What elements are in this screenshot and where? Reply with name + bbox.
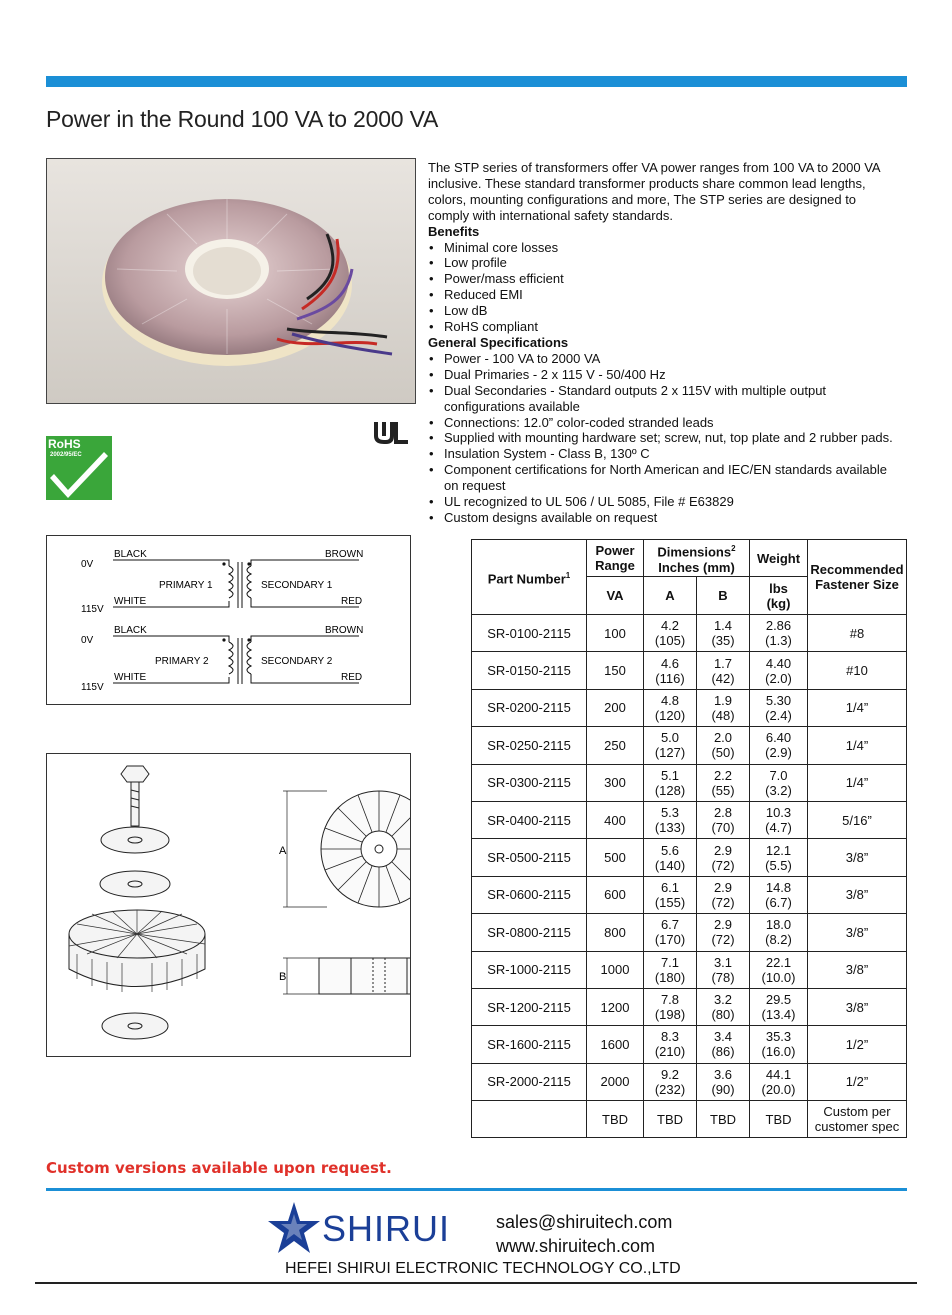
schematic-upper [81,549,363,615]
list-item: • Dual Secondaries - Standard outputs 2 x 115V with multiple output configurations available [428,383,898,415]
cell-fastener: 1/4” [808,689,907,726]
cell-fastener: #8 [808,615,907,652]
table-row [472,764,907,801]
cell-weight: 12.1 (5.5) [750,839,808,876]
label-brown: BROWN [325,549,364,560]
benefits-heading: Benefits [428,223,480,239]
label-secondary: SECONDARY 1 [261,580,333,591]
label-0v: 0V [81,559,94,570]
cell-fastener: 3/8” [808,914,907,951]
cell-b: 3.2 (80) [697,988,750,1025]
col-header-a: A [644,577,697,615]
cell-b: 3.6 (90) [697,1063,750,1100]
table-row [472,951,907,988]
cell-a: 8.3 (210) [644,1026,697,1063]
table-row [472,1101,907,1138]
cell-b: 1.7 (42) [697,652,750,689]
specs-list [428,351,898,526]
product-photo [46,158,416,404]
cell-fastener: 1/4” [808,764,907,801]
list-item: • Minimal core losses [428,240,898,256]
col-header-va: VA [587,577,644,615]
list-item: • Power/mass efficient [428,271,898,287]
cell-va: 800 [587,914,644,951]
intro-text: The STP series of transformers offer VA power ranges from 100 VA to 2000 VA inclusive. These standard transformer products share common lead lengths, colors, mounting configurations and more, The STP series are designed to comply with international safety standards. [428,160,880,223]
label-red: RED [341,672,363,683]
cell-part: SR-0400-2115 [472,801,587,838]
cell-part: SR-0300-2115 [472,764,587,801]
label-white: WHITE [114,596,147,607]
cell-weight: 35.3 (16.0) [750,1026,808,1063]
cell-a: 7.1 (180) [644,951,697,988]
cell-weight: 7.0 (3.2) [750,764,808,801]
cell-weight: 4.40 (2.0) [750,652,808,689]
cell-b: 1.4 (35) [697,615,750,652]
list-item: • Insulation System - Class B, 130º C [428,446,898,462]
label-0v: 0V [81,635,94,646]
cell-a: 6.7 (170) [644,914,697,951]
cell-fastener: 1/2” [808,1026,907,1063]
cell-fastener: 1/2” [808,1063,907,1100]
email-link[interactable]: sales@shiruitech.com [496,1212,673,1232]
cell-fastener: 3/8” [808,876,907,913]
cell-weight: 29.5 (13.4) [750,988,808,1025]
label-primary: PRIMARY 1 [159,580,213,591]
cell-weight: 6.40 (2.9) [750,727,808,764]
list-item: • Reduced EMI [428,287,898,303]
cell-va: 100 [587,615,644,652]
label-white: WHITE [114,672,147,683]
list-item: • Supplied with mounting hardware set; screw, nut, top plate and 2 rubber pads. [428,430,898,446]
cell-va: TBD [587,1101,644,1138]
cell-a: 7.8 (198) [644,988,697,1025]
label-black: BLACK [114,549,147,560]
table-row [472,727,907,764]
label-secondary: SECONDARY 2 [261,656,333,667]
list-item: • Custom designs available on request [428,510,898,526]
benefits-list [428,240,898,335]
cell-va: 1000 [587,951,644,988]
rohs-badge [46,436,112,500]
label-red: RED [341,596,363,607]
cell-weight: 18.0 (8.2) [750,914,808,951]
cell-a: 6.1 (155) [644,876,697,913]
label-115v: 115V [81,682,104,693]
cell-a: 5.1 (128) [644,764,697,801]
cell-b: 2.8 (70) [697,801,750,838]
specs-heading: General Specifications [428,334,569,350]
dimension-a-label: A [279,845,287,857]
table-row [472,652,907,689]
bottom-accent-bar [46,1188,907,1191]
list-item: • RoHS compliant [428,319,898,335]
cell-va: 400 [587,801,644,838]
top-accent-bar [46,76,907,87]
cell-fastener: Custom per customer spec [808,1101,907,1138]
page-title: Power in the Round 100 VA to 2000 VA [46,106,439,132]
list-item: • Low dB [428,303,898,319]
cell-fastener: 3/8” [808,839,907,876]
cell-va: 300 [587,764,644,801]
spec-table [471,539,907,1138]
col-header-dimensions: Dimensions$^2$ Inches (mm) [644,540,750,577]
cell-weight: TBD [750,1101,808,1138]
cell-fastener: 3/8” [808,951,907,988]
col-header-power: Power Range [587,540,644,577]
website-link[interactable]: www.shiruitech.com [496,1236,656,1256]
cell-part: SR-1000-2115 [472,951,587,988]
footer-divider [35,1282,917,1284]
description-block [428,160,898,526]
cell-a: 4.2 (105) [644,615,697,652]
logo-text: SHIRUI [322,1208,451,1249]
label-primary: PRIMARY 2 [155,656,209,667]
cell-part: SR-0600-2115 [472,876,587,913]
dimension-b-label: B [279,971,287,983]
cell-part: SR-1200-2115 [472,988,587,1025]
cell-weight: 2.86 (1.3) [750,615,808,652]
list-item: • Low profile [428,255,898,271]
col-header-part: Part Number$^1$ [472,540,587,615]
table-row [472,876,907,913]
cell-b: 2.9 (72) [697,914,750,951]
cell-weight: 14.8 (6.7) [750,876,808,913]
mounting-drawing [46,753,411,1057]
cell-va: 1200 [587,988,644,1025]
label-115v: 115V [81,604,104,615]
cell-b: 3.4 (86) [697,1026,750,1063]
table-row [472,988,907,1025]
col-header-lbs: lbs (kg) [750,577,808,615]
cell-va: 2000 [587,1063,644,1100]
cell-a: 9.2 (232) [644,1063,697,1100]
table-row [472,689,907,726]
cell-part: SR-0100-2115 [472,615,587,652]
cell-va: 600 [587,876,644,913]
cell-va: 150 [587,652,644,689]
cell-part [472,1101,587,1138]
custom-versions-note: Custom versions available upon request. [46,1159,392,1177]
cell-a: TBD [644,1101,697,1138]
cell-va: 1600 [587,1026,644,1063]
cell-b: 1.9 (48) [697,689,750,726]
cell-part: SR-0500-2115 [472,839,587,876]
table-row [472,1063,907,1100]
cell-part: SR-2000-2115 [472,1063,587,1100]
cell-va: 250 [587,727,644,764]
cell-part: SR-0200-2115 [472,689,587,726]
cell-b: 2.2 (55) [697,764,750,801]
cell-fastener: 5/16” [808,801,907,838]
label-brown: BROWN [325,625,364,636]
table-row [472,914,907,951]
cell-b: TBD [697,1101,750,1138]
cell-a: 4.8 (120) [644,689,697,726]
table-row [472,615,907,652]
cell-weight: 5.30 (2.4) [750,689,808,726]
contact-block [496,1210,672,1258]
ul-recognized-icon [372,418,412,446]
cell-a: 5.6 (140) [644,839,697,876]
table-row [472,801,907,838]
cell-part: SR-0250-2115 [472,727,587,764]
cell-weight: 22.1 (10.0) [750,951,808,988]
cell-b: 2.9 (72) [697,876,750,913]
col-header-fastener: Recommended Fastener Size [808,540,907,615]
rohs-title: RoHS [48,437,81,451]
table-row [472,839,907,876]
cell-b: 2.0 (50) [697,727,750,764]
cell-a: 5.0 (127) [644,727,697,764]
table-row [472,1026,907,1063]
cell-fastener: 1/4” [808,727,907,764]
label-black: BLACK [114,625,147,636]
cell-va: 200 [587,689,644,726]
col-header-b: B [697,577,750,615]
list-item: • Connections: 12.0” color-coded stranded leads [428,415,898,431]
cell-fastener: #10 [808,652,907,689]
list-item: • UL recognized to UL 506 / UL 5085, File # E63829 [428,494,898,510]
cell-a: 4.6 (116) [644,652,697,689]
col-header-weight: Weight [750,540,808,577]
cell-weight: 44.1 (20.0) [750,1063,808,1100]
company-name: HEFEI SHIRUI ELECTRONIC TECHNOLOGY CO.,LTD [285,1260,681,1277]
cell-fastener: 3/8” [808,988,907,1025]
rohs-subtitle: 2002/95/EC [50,452,82,458]
cell-b: 2.9 (72) [697,839,750,876]
list-item: • Power - 100 VA to 2000 VA [428,351,898,367]
schematic-lower [81,625,363,693]
wiring-schematic [46,535,411,705]
list-item: • Dual Primaries - 2 x 115 V - 50/400 Hz [428,367,898,383]
list-item: • Component certifications for North American and IEC/EN standards available on request [428,462,898,494]
cell-b: 3.1 (78) [697,951,750,988]
cell-part: SR-0800-2115 [472,914,587,951]
cell-a: 5.3 (133) [644,801,697,838]
cell-weight: 10.3 (4.7) [750,801,808,838]
cell-va: 500 [587,839,644,876]
cell-part: SR-1600-2115 [472,1026,587,1063]
cell-part: SR-0150-2115 [472,652,587,689]
